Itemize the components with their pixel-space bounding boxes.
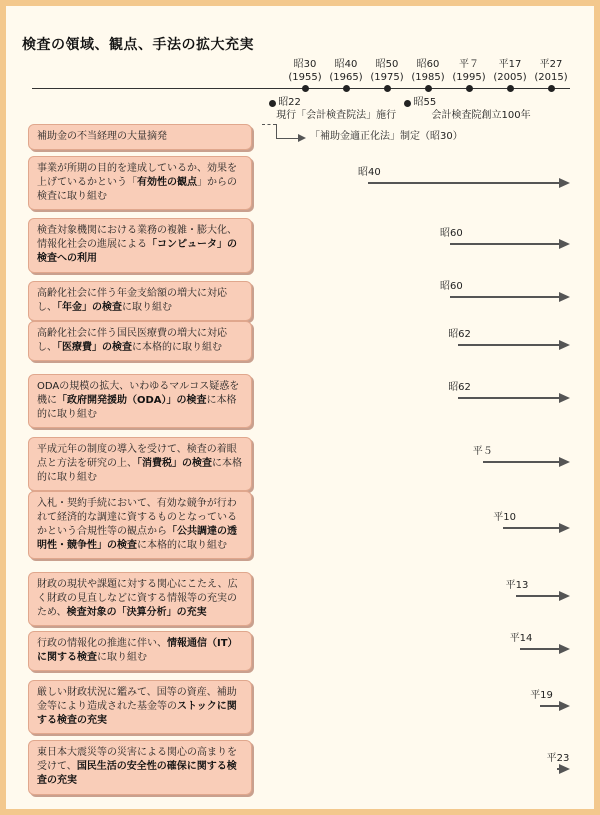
topic-start-label: 昭62: [448, 382, 471, 393]
era-year: (1955): [288, 72, 322, 83]
topic-text: 平成元年の制度の導入を受けて、検査の着眼点と方法を研究の上、: [37, 444, 237, 469]
topic-highlight: 有効性の観点: [137, 177, 197, 188]
era-label: [405, 58, 451, 84]
era-label: [528, 58, 574, 84]
topic-arrow-line: [503, 527, 560, 529]
topic-box: [28, 680, 252, 734]
diagram-title: 検査の領域、観点、手法の拡大充実: [22, 37, 254, 53]
topic-arrowhead: [559, 393, 570, 403]
topic-text: 高齢化社会に伴う年金支給額の増大に対応し、: [37, 288, 227, 313]
topic-text: 東日本大震災等の災害による関心の高まりを受けて、: [37, 747, 237, 772]
topic-text: 行政の情報化の推進に伴い、: [37, 638, 167, 649]
topic-highlight: 「コンピュータ」の検査への利用: [37, 239, 237, 264]
law-note: 「補助金適正化法」制定（昭30）: [310, 131, 463, 142]
era-year: (1985): [411, 72, 445, 83]
event-dot: [404, 100, 411, 107]
era-year: (2005): [493, 72, 527, 83]
law-note-arrowhead: [298, 134, 306, 142]
topic-box: [28, 124, 252, 150]
topic-box: [28, 437, 252, 491]
event-text: 会計検査院創立100年: [431, 110, 531, 121]
era-name: 平17: [498, 59, 522, 70]
topic-text: ODAの規模の拡大、いわゆるマルコス疑惑を機に: [37, 381, 240, 406]
topic-start-label: 昭62: [448, 329, 471, 340]
era-year: (1965): [329, 72, 363, 83]
topic-start-label: 昭60: [440, 281, 463, 292]
era-year: (2015): [534, 72, 568, 83]
topic-start-label: 昭40: [358, 167, 381, 178]
topic-text: に取り組む: [57, 191, 107, 202]
topic-box: [28, 218, 252, 273]
topic-box: [28, 156, 252, 210]
era-name: 昭50: [375, 59, 399, 70]
topic-start-label: 平23: [546, 753, 570, 764]
topic-arrowhead: [559, 764, 570, 774]
law-note-connector: [262, 124, 276, 125]
topic-text: 高齢化社会に伴う国民医療費の増大に対応し、: [37, 328, 227, 353]
topic-text: 財政の現状や課題に対する関心にこたえ、広く財政の見直しなどに資する情報等の充実のため、: [37, 579, 238, 618]
topic-arrow-line: [520, 648, 560, 650]
topic-box: [28, 740, 252, 795]
era-name: 昭40: [334, 59, 358, 70]
topic-text: に本格的に取り組む: [137, 540, 227, 551]
topic-text: 」からの検査: [37, 177, 237, 202]
era-label: [364, 58, 410, 84]
topic-highlight: 情報通信（IT）に関する検査: [37, 638, 238, 663]
topic-highlight: 「消費税」の検査: [137, 458, 212, 469]
era-tick-dot: [466, 85, 473, 92]
topic-arrowhead: [559, 523, 570, 533]
topic-start-label: 昭60: [440, 228, 463, 239]
era-label: [282, 58, 328, 84]
topic-text: に取り組む: [97, 652, 147, 663]
topic-arrow-line: [483, 461, 560, 463]
topic-arrow-line: [458, 397, 560, 399]
topic-arrowhead: [559, 591, 570, 601]
topic-arrowhead: [559, 292, 570, 302]
era-year: (1995): [452, 72, 486, 83]
era-tick-dot: [302, 85, 309, 92]
topic-highlight: 「医療費」の検査: [57, 342, 132, 353]
topic-box: [28, 631, 252, 671]
topic-arrowhead: [559, 340, 570, 350]
topic-arrow-line: [540, 705, 560, 707]
topic-box: [28, 321, 252, 361]
topic-box: [28, 281, 252, 321]
topic-start-label: 平５: [472, 446, 493, 457]
topic-text: 事業が所期の目的を達成しているか、効果を上げているかという「: [37, 163, 237, 188]
topic-box: [28, 572, 252, 626]
era-label: [487, 58, 533, 84]
topic-highlight: 「政府開発援助（ODA）」の検査: [57, 395, 207, 406]
topic-arrowhead: [559, 178, 570, 188]
era-label: [446, 58, 492, 84]
era-tick-dot: [548, 85, 555, 92]
era-tick-dot: [384, 85, 391, 92]
topic-arrow-line: [516, 595, 560, 597]
topic-arrowhead: [559, 701, 570, 711]
topic-arrow-line: [450, 296, 560, 298]
topic-text: に本格的に取り組む: [37, 395, 237, 420]
topic-highlight: ストックに関する検査の充実: [37, 701, 237, 726]
topic-start-label: 平13: [505, 580, 529, 591]
era-name: 昭60: [416, 59, 440, 70]
era-tick-dot: [425, 85, 432, 92]
topic-highlight: 国民生活の安全性の確保に関する検査の充実: [37, 761, 237, 786]
law-note-arrow-line: [276, 138, 300, 139]
event-text: 現行「会計検査院法」施行: [276, 110, 397, 121]
era-name: 平７: [459, 59, 479, 70]
topic-text: 厳しい財政状況に鑑みて、国等の資産、補助金等により造成された基金等の: [37, 687, 237, 712]
topic-text: に本格的に取り組む: [132, 342, 222, 353]
topic-highlight: 「年金」の検査: [57, 302, 122, 313]
topic-box: [28, 374, 252, 428]
event-marker: 昭22: [278, 97, 301, 108]
era-label: [323, 58, 369, 84]
era-name: 昭30: [293, 59, 317, 70]
topic-start-label: 平14: [509, 633, 533, 644]
event-dot: [269, 100, 276, 107]
topic-arrowhead: [559, 644, 570, 654]
topic-text: 検査対象機関における業務の複雑・膨大化、情報化社会の進展による: [37, 225, 237, 250]
era-tick-dot: [343, 85, 350, 92]
topic-arrowhead: [559, 239, 570, 249]
topic-text: に本格的に取り組む: [37, 458, 242, 483]
era-name: 平27: [539, 59, 563, 70]
topic-arrowhead: [559, 457, 570, 467]
topic-text: 入札・契約手続において、有効な競争が行われて経済的な調達に資するものとなっているかという合規性等の観点から: [37, 498, 237, 537]
topic-text: 補助金の不当経理の大量摘発: [37, 131, 167, 142]
topic-start-label: 平10: [493, 512, 517, 523]
law-note-connector-vertical: [276, 124, 277, 138]
topic-box: [28, 491, 252, 559]
topic-highlight: 検査対象の「決算分析」の充実: [66, 607, 207, 618]
topic-arrow-line: [450, 243, 560, 245]
event-marker: 昭55: [413, 97, 437, 108]
topic-highlight: 「公共調達の透明性・競争性」の検査: [37, 526, 237, 551]
topic-arrow-line: [458, 344, 560, 346]
era-year: (1975): [370, 72, 404, 83]
era-tick-dot: [507, 85, 514, 92]
topic-text: に取り組む: [122, 302, 172, 313]
topic-arrow-line: [368, 182, 560, 184]
topic-start-label: 平19: [530, 690, 553, 701]
